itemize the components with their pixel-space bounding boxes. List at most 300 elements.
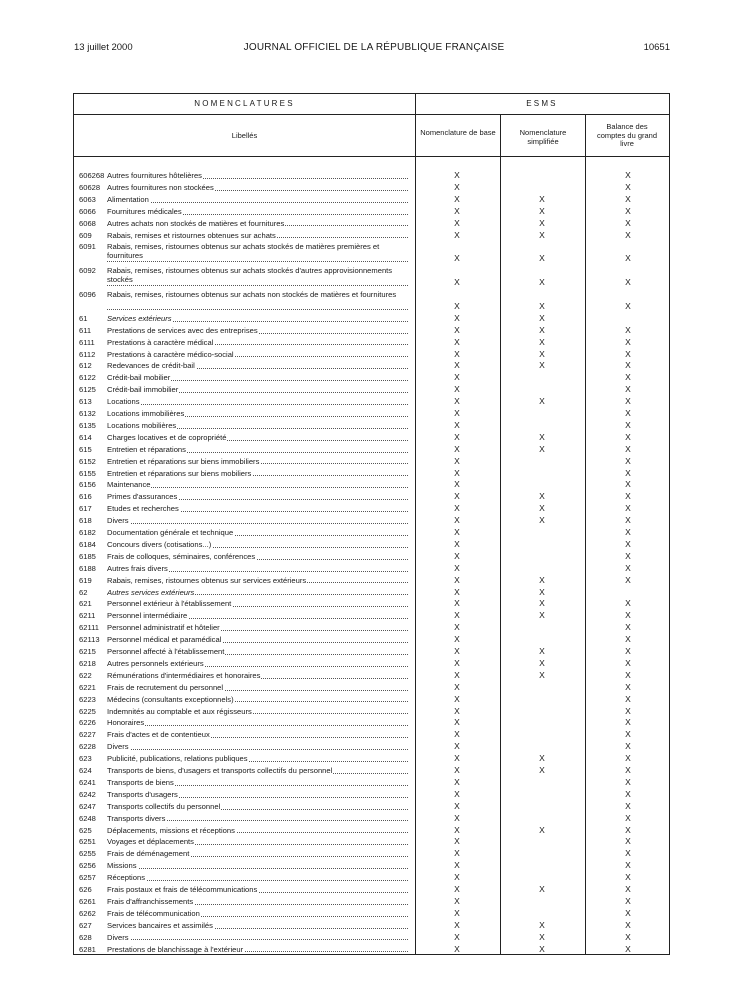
account-code: 6122 xyxy=(79,373,96,383)
mark-balance: X xyxy=(625,634,631,645)
account-code: 6225 xyxy=(79,706,96,716)
mark-balance: X xyxy=(625,848,631,859)
account-label xyxy=(107,730,408,739)
mark-balance: X xyxy=(625,919,631,930)
account-label-text: Etudes et recherches xyxy=(107,504,179,514)
header-date: 13 juillet 2000 xyxy=(74,42,133,53)
mark-base: X xyxy=(454,372,460,383)
mark-base: X xyxy=(454,646,460,656)
account-label xyxy=(107,647,408,656)
account-code: 609 xyxy=(79,230,92,240)
mark-simplifiee: X xyxy=(539,669,545,680)
table-row xyxy=(74,670,669,682)
table-row xyxy=(74,551,669,563)
table-row xyxy=(74,325,669,337)
mark-base: X xyxy=(454,419,460,430)
table-row xyxy=(74,658,669,670)
account-label-text: Personnel administratif et hôtelier xyxy=(107,623,220,633)
mark-balance: X xyxy=(625,717,631,728)
mark-balance: X xyxy=(625,538,631,549)
group-header-esms: ESMS xyxy=(526,99,558,108)
table-row xyxy=(74,456,669,468)
table-row xyxy=(74,194,669,206)
mark-base: X xyxy=(454,193,460,204)
mark-balance: X xyxy=(625,384,631,395)
mark-base: X xyxy=(454,610,460,621)
account-label-text: Autres fournitures hôtelières xyxy=(107,171,202,180)
table-row xyxy=(74,503,669,515)
account-label-text: Voyages et déplacements xyxy=(107,837,194,847)
mark-base: X xyxy=(454,729,460,740)
mark-base: X xyxy=(454,598,460,609)
table-row xyxy=(74,920,669,932)
account-code: 625 xyxy=(79,825,92,835)
mark-balance: X xyxy=(625,562,631,573)
mark-balance: X xyxy=(625,455,631,466)
table-row xyxy=(74,765,669,777)
mark-simplifiee: X xyxy=(539,277,545,288)
mark-base: X xyxy=(454,324,460,335)
table-row xyxy=(74,420,669,432)
account-label xyxy=(107,623,408,632)
account-label-text: Rabais, remises, ristournes obtenus sur achats stockés d'autres approvisionnements stockés xyxy=(107,266,393,285)
account-label-text: Publicité, publications, relations publiques xyxy=(107,754,248,764)
account-label-text: Charges locatives et de copropriété xyxy=(107,432,227,442)
mark-base: X xyxy=(454,634,460,645)
mark-balance: X xyxy=(625,705,631,716)
account-label xyxy=(107,576,408,585)
column-header-simplifiee: Nomenclature simplifiée xyxy=(519,128,567,146)
account-code: 621 xyxy=(79,599,92,609)
table-row xyxy=(74,182,669,194)
account-code: 616 xyxy=(79,492,92,502)
header-divider xyxy=(74,114,669,115)
table-row xyxy=(74,230,669,242)
account-code: 612 xyxy=(79,361,92,371)
table-row xyxy=(74,825,669,837)
account-label xyxy=(107,909,408,918)
account-label-text: Divers xyxy=(107,932,129,942)
mark-balance: X xyxy=(625,443,631,454)
mark-base: X xyxy=(454,538,460,549)
mark-balance: X xyxy=(625,765,631,775)
mark-base: X xyxy=(454,943,460,954)
mark-simplifiee: X xyxy=(539,919,545,930)
table-row xyxy=(74,396,669,408)
account-label xyxy=(107,659,408,668)
mark-base: X xyxy=(454,300,460,311)
table-row xyxy=(74,527,669,539)
mark-base: X xyxy=(454,550,460,561)
mark-base: X xyxy=(454,586,460,597)
account-code: 624 xyxy=(79,766,92,775)
mark-simplifiee: X xyxy=(539,884,545,894)
table-row xyxy=(74,717,669,729)
table-row xyxy=(74,515,669,527)
account-label-text: Autres personnels extérieurs xyxy=(107,658,204,668)
account-label-text: Honoraires xyxy=(107,718,145,728)
account-label xyxy=(107,683,408,692)
account-code: 6251 xyxy=(79,837,96,847)
table-row xyxy=(74,408,669,420)
account-label xyxy=(107,195,408,204)
account-label-text: Prestations à caractère médical xyxy=(107,337,214,347)
table-row xyxy=(74,468,669,480)
mark-base: X xyxy=(454,491,460,502)
mark-balance: X xyxy=(625,550,631,561)
mark-balance: X xyxy=(625,610,631,621)
mark-base: X xyxy=(454,443,460,454)
account-code: 6135 xyxy=(79,420,96,430)
account-label xyxy=(107,171,408,180)
mark-simplifiee: X xyxy=(539,574,545,585)
mark-balance: X xyxy=(625,491,631,502)
mark-base: X xyxy=(454,681,460,692)
table-row xyxy=(74,622,669,634)
account-code: 6255 xyxy=(79,849,96,859)
account-label-text: Rabais, remises, ristournes obtenus sur achats non stockés de matières et fournitures xyxy=(107,290,397,299)
mark-simplifiee: X xyxy=(539,443,545,454)
mark-base: X xyxy=(454,574,460,585)
account-label xyxy=(107,397,408,406)
mark-base: X xyxy=(454,479,460,490)
mark-balance: X xyxy=(625,931,631,942)
mark-simplifiee: X xyxy=(539,324,545,335)
mark-simplifiee: X xyxy=(539,753,545,764)
account-label-text: Crédit-bail mobilier xyxy=(107,373,171,383)
mark-balance: X xyxy=(625,812,631,823)
account-label xyxy=(107,790,408,799)
account-label-text: Frais d'affranchissements xyxy=(107,896,194,906)
account-label xyxy=(107,219,408,228)
mark-balance: X xyxy=(625,360,631,371)
mark-balance: X xyxy=(625,824,631,835)
mark-base: X xyxy=(454,431,460,442)
mark-balance: X xyxy=(625,681,631,692)
account-label-text: Concours divers (cotisations...) xyxy=(107,539,212,549)
table-row xyxy=(74,777,669,789)
account-code: 6248 xyxy=(79,813,96,823)
mark-base: X xyxy=(454,205,460,216)
account-code: 6221 xyxy=(79,682,96,692)
account-code: 60628 xyxy=(79,182,101,192)
account-label xyxy=(107,469,408,478)
table-row xyxy=(74,432,669,444)
account-label-text: Prestations à caractère médico-social xyxy=(107,349,234,359)
mark-balance: X xyxy=(625,300,631,311)
mark-balance: X xyxy=(625,217,631,228)
account-label-text: Transports d'usagers xyxy=(107,789,178,799)
account-code: 6227 xyxy=(79,730,96,740)
mark-base: X xyxy=(454,765,460,775)
mark-simplifiee: X xyxy=(539,657,545,668)
table-row xyxy=(74,944,669,956)
account-label-text: Primes d'assurances xyxy=(107,492,178,502)
account-label xyxy=(107,802,408,811)
mark-balance: X xyxy=(625,229,631,240)
account-label-text: Services bancaires et assimilés xyxy=(107,920,213,930)
account-label-text: Réceptions xyxy=(107,873,145,883)
mark-simplifiee: X xyxy=(539,360,545,371)
mark-balance: X xyxy=(625,657,631,668)
account-code: 626 xyxy=(79,885,92,894)
table-row xyxy=(74,444,669,456)
account-label xyxy=(107,599,408,608)
table-row xyxy=(74,836,669,848)
mark-simplifiee: X xyxy=(539,586,545,597)
table-row xyxy=(74,491,669,503)
account-code: 6125 xyxy=(79,385,96,395)
table-row xyxy=(74,682,669,694)
mark-simplifiee: X xyxy=(539,765,545,775)
table-row xyxy=(74,646,669,658)
account-label xyxy=(107,373,408,382)
account-code: 6211 xyxy=(79,611,96,621)
account-label xyxy=(107,849,408,858)
table-row xyxy=(74,848,669,860)
mark-base: X xyxy=(454,217,460,228)
mark-simplifiee: X xyxy=(539,503,545,514)
mark-base: X xyxy=(454,848,460,859)
account-code: 6215 xyxy=(79,647,96,656)
mark-base: X xyxy=(454,312,460,323)
mark-base: X xyxy=(454,360,460,371)
mark-balance: X xyxy=(625,348,631,359)
account-label-text: Médecins (consultants exceptionnels) xyxy=(107,694,234,704)
table-row xyxy=(74,349,669,361)
account-label xyxy=(107,207,408,216)
table-row xyxy=(74,241,669,265)
account-code: 623 xyxy=(79,754,92,764)
mark-balance: X xyxy=(625,741,631,752)
account-label-text: Maintenance xyxy=(107,480,151,490)
account-label-text: Transports de biens, d'usagers et transports collectifs du personnel xyxy=(107,766,333,775)
account-code: 6066 xyxy=(79,206,96,216)
mark-simplifiee: X xyxy=(539,253,545,264)
mark-simplifiee: X xyxy=(539,193,545,204)
dot-leader xyxy=(107,285,408,286)
table-row xyxy=(74,872,669,884)
mark-balance: X xyxy=(625,277,631,288)
table-row xyxy=(74,265,669,289)
mark-simplifiee: X xyxy=(539,515,545,526)
account-label xyxy=(107,671,408,680)
account-label xyxy=(107,409,408,418)
mark-balance: X xyxy=(625,467,631,478)
account-label-text: Entretien et réparations xyxy=(107,444,186,454)
account-label xyxy=(107,552,408,561)
mark-balance: X xyxy=(625,515,631,526)
account-code: 628 xyxy=(79,932,92,942)
column-header-balance: Balance des comptes du grand livre xyxy=(596,122,658,148)
account-code: 61 xyxy=(79,313,88,323)
account-label xyxy=(107,695,408,704)
mark-base: X xyxy=(454,907,460,918)
account-label xyxy=(107,873,408,882)
table-row xyxy=(74,932,669,944)
mark-balance: X xyxy=(625,693,631,704)
mark-balance: X xyxy=(625,396,631,407)
account-label-text: Autres services extérieurs xyxy=(107,587,195,597)
mark-balance: X xyxy=(625,943,631,954)
account-label xyxy=(107,564,408,573)
account-code: 611 xyxy=(79,325,92,335)
mark-base: X xyxy=(454,348,460,359)
mark-balance: X xyxy=(625,622,631,633)
mark-balance: X xyxy=(625,895,631,906)
table-row xyxy=(74,896,669,908)
account-code: 6226 xyxy=(79,718,96,728)
account-label-text: Prestations de services avec des entreprises xyxy=(107,325,258,335)
mark-balance: X xyxy=(625,503,631,514)
mark-simplifiee: X xyxy=(539,943,545,954)
mark-base: X xyxy=(454,657,460,668)
table-row xyxy=(74,884,669,896)
account-code: 615 xyxy=(79,444,92,454)
account-code: 6281 xyxy=(79,944,96,954)
account-label-text: Divers xyxy=(107,742,129,752)
mark-base: X xyxy=(454,396,460,407)
account-label xyxy=(107,290,408,299)
mark-base: X xyxy=(454,872,460,883)
mark-simplifiee: X xyxy=(539,205,545,216)
mark-balance: X xyxy=(625,836,631,847)
mark-balance: X xyxy=(625,372,631,383)
mark-simplifiee: X xyxy=(539,300,545,311)
page-number: 10651 xyxy=(643,42,670,53)
mark-base: X xyxy=(454,800,460,811)
account-label-text: Personnel intermédiaire xyxy=(107,611,188,621)
account-label-text: Frais postaux et frais de télécommunications xyxy=(107,885,258,894)
table-row xyxy=(74,218,669,230)
mark-simplifiee: X xyxy=(539,824,545,835)
table-row xyxy=(74,598,669,610)
account-label xyxy=(107,242,408,260)
mark-base: X xyxy=(454,669,460,680)
mark-base: X xyxy=(454,705,460,716)
table-row xyxy=(74,539,669,551)
mark-base: X xyxy=(454,622,460,633)
table-row xyxy=(74,289,669,313)
mark-base: X xyxy=(454,253,460,264)
account-label-text: Entretien et réparations sur biens mobiliers xyxy=(107,468,252,478)
account-label xyxy=(107,588,408,597)
account-label xyxy=(107,885,408,894)
account-code: 6152 xyxy=(79,456,96,466)
mark-base: X xyxy=(454,884,460,894)
mark-balance: X xyxy=(625,788,631,799)
account-code: 6185 xyxy=(79,551,96,561)
mark-base: X xyxy=(454,527,460,537)
account-label-text: Frais d'actes et de contentieux xyxy=(107,730,210,740)
account-label xyxy=(107,528,408,537)
mark-base: X xyxy=(454,824,460,835)
mark-balance: X xyxy=(625,205,631,216)
account-code: 62113 xyxy=(79,635,100,645)
account-label xyxy=(107,350,408,359)
account-label-text: Locations mobilières xyxy=(107,420,177,430)
account-label-text: Rabais, remises, ristournes obtenus sur achats stockés de matières premières et fournitures xyxy=(107,242,380,261)
account-label-text: Transports de biens xyxy=(107,777,174,787)
mark-base: X xyxy=(454,503,460,514)
nomenclature-table xyxy=(73,93,670,955)
column-header-libelles: Libellés xyxy=(231,131,258,140)
mark-base: X xyxy=(454,717,460,728)
account-code: 6156 xyxy=(79,480,96,490)
account-label-text: Frais de télécommunication xyxy=(107,908,200,918)
account-code: 617 xyxy=(79,504,92,514)
mark-balance: X xyxy=(625,253,631,264)
mark-simplifiee: X xyxy=(539,336,545,347)
mark-base: X xyxy=(454,741,460,752)
account-label xyxy=(107,861,408,870)
account-code: 6132 xyxy=(79,409,96,418)
account-label-text: Redevances de crédit-bail xyxy=(107,361,195,371)
mark-base: X xyxy=(454,919,460,930)
mark-base: X xyxy=(454,467,460,478)
mark-balance: X xyxy=(625,753,631,764)
table-row xyxy=(74,587,669,599)
account-code: 6155 xyxy=(79,468,96,478)
account-code: 6184 xyxy=(79,539,96,549)
account-label xyxy=(107,540,408,549)
table-row xyxy=(74,860,669,872)
mark-simplifiee: X xyxy=(539,931,545,942)
mark-simplifiee: X xyxy=(539,646,545,656)
account-label-text: Missions xyxy=(107,861,137,871)
account-label xyxy=(107,231,408,240)
account-code: 6256 xyxy=(79,861,96,871)
table-row xyxy=(74,801,669,813)
account-label xyxy=(107,492,408,501)
account-label-text: Déplacements, missions et réceptions xyxy=(107,825,235,835)
mark-simplifiee: X xyxy=(539,229,545,240)
account-label-text: Frais de colloques, séminaires, conférences xyxy=(107,551,256,561)
mark-balance: X xyxy=(625,646,631,656)
account-label xyxy=(107,516,408,525)
account-label-text: Frais de déménagement xyxy=(107,849,190,859)
table-row xyxy=(74,813,669,825)
account-label xyxy=(107,183,408,192)
mark-base: X xyxy=(454,455,460,466)
mark-base: X xyxy=(454,788,460,799)
table-row xyxy=(74,610,669,622)
mark-balance: X xyxy=(625,669,631,680)
mark-balance: X xyxy=(625,336,631,347)
account-label xyxy=(107,504,408,513)
mark-base: X xyxy=(454,277,460,288)
table-row xyxy=(74,313,669,325)
mark-base: X xyxy=(454,895,460,906)
account-code: 627 xyxy=(79,920,92,930)
account-label xyxy=(107,921,408,930)
mark-simplifiee: X xyxy=(539,610,545,621)
mark-simplifiee: X xyxy=(539,348,545,359)
account-label xyxy=(107,385,408,394)
account-label-text: Alimentation xyxy=(107,194,149,204)
account-label xyxy=(107,635,408,644)
account-label xyxy=(107,326,408,335)
account-code: 6228 xyxy=(79,742,96,752)
mark-balance: X xyxy=(625,860,631,871)
account-label xyxy=(107,421,408,430)
account-code: 6096 xyxy=(79,290,96,299)
table-row xyxy=(74,479,669,491)
table-row xyxy=(74,634,669,646)
mark-balance: X xyxy=(625,479,631,490)
header-divider xyxy=(74,156,669,157)
account-label-text: Rémunérations d'intermédiaires et honoraires xyxy=(107,670,261,680)
